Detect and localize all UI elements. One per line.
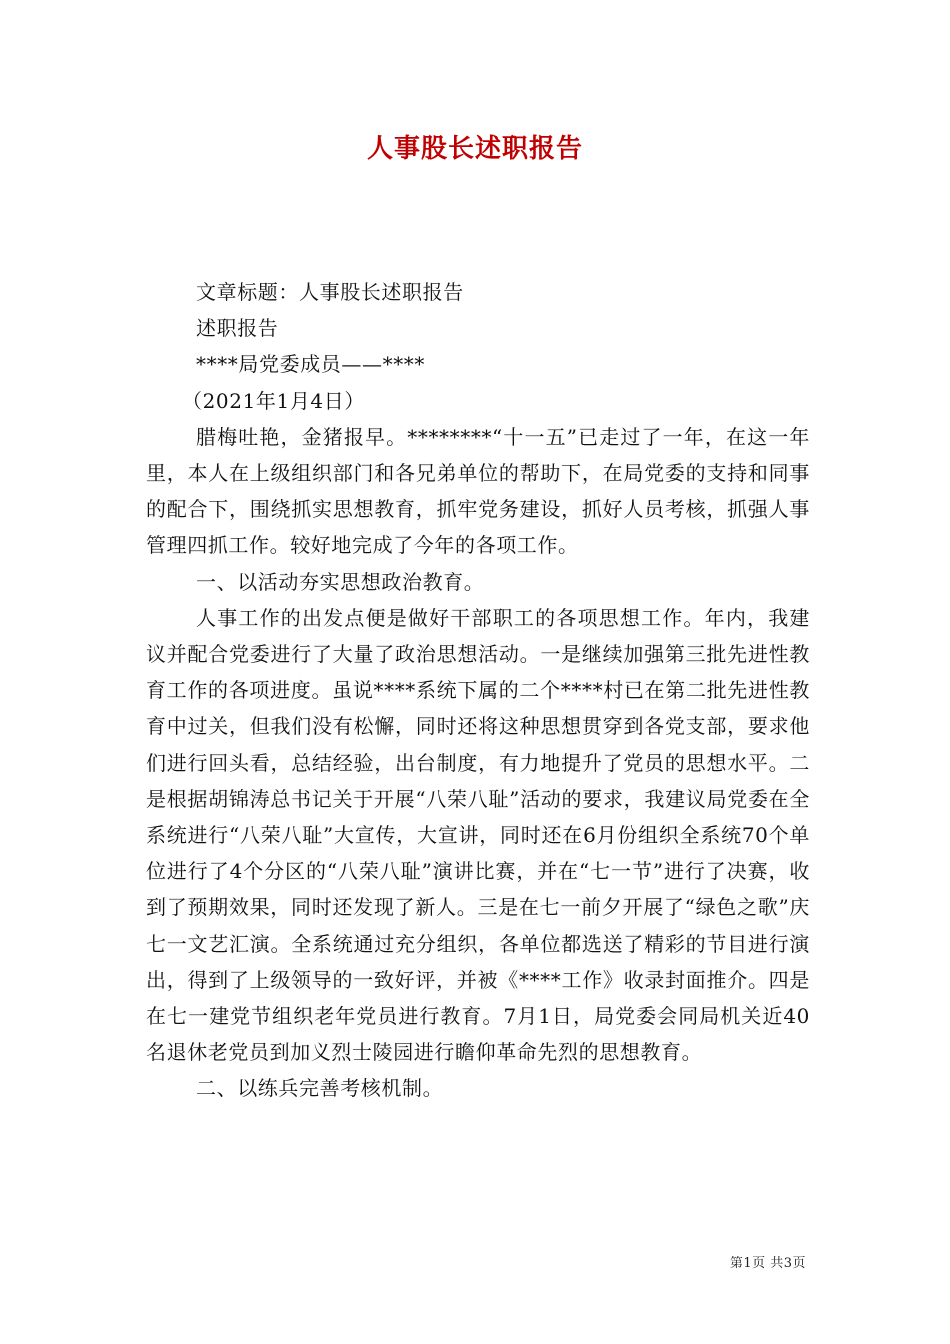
document-body — [146, 274, 810, 1107]
section-heading-2: 二、以练兵完善考核机制。 — [196, 1076, 444, 1101]
document-title: 人事股长述职报告 — [366, 134, 583, 164]
page-number-footer: 第1页 共3页 — [729, 1256, 806, 1271]
section-1-paragraph: 人事工作的出发点便是做好干部职工的各项思想工作。年内，我建议并配合党委进行了大量了政治思想活动。一是继续加强第三批先进性教育工作的各项进度。虽说****系统下属的二个****村已在第二批先进性教育中过关，但我们没有松懈，同时还将这种思想贯穿到各党支部，要求他们进行回头看，总结经验，出台制度，有力地提升了党员的思想水平。二是根据胡锦涛总书记关于开展“八荣八耻”活动的要求，我建议局党委在全系统进行“八荣八耻”大宣传，大宣讲，同时还在6月份组织全系统70个单位进行了4个分区的“八荣八耻”演讲比赛，并在“七一节”进行了决赛，收到了预期效果，同时还发现了新人。三是在七一前夕开展了“绿色之歌”庆七一文艺汇演。全系统通过充分组织，各单位都选送了精彩的节目进行演出，得到了上级领导的一致好评，并被《****工作》收录封面推介。四是在七一建党节组织老年党员进行教育。7月1日，局党委会同局机关近40名退休老党员到加义烈士陵园进行瞻仰革命先烈的思想教育。 — [146, 605, 810, 1065]
author-line: ****局党委成员——**** — [196, 352, 425, 377]
section-heading-1: 一、以活动夯实思想政治教育。 — [196, 569, 485, 594]
article-title-line: 文章标题：人事股长述职报告 — [196, 280, 464, 304]
intro-paragraph: 腊梅吐艳，金猪报早。********“十一五”已走过了一年，在这一年里，本人在上级组织部门和各兄弟单位的帮助下，在局党委的支持和同事的配合下，围绕抓实思想教育，抓牢党务建设，抓好人员考核，抓强人事管理四抓工作。较好地完成了今年的各项工作。 — [146, 424, 810, 558]
date-line: （2021年1月4日） — [182, 388, 365, 413]
report-type-line: 述职报告 — [196, 316, 279, 341]
